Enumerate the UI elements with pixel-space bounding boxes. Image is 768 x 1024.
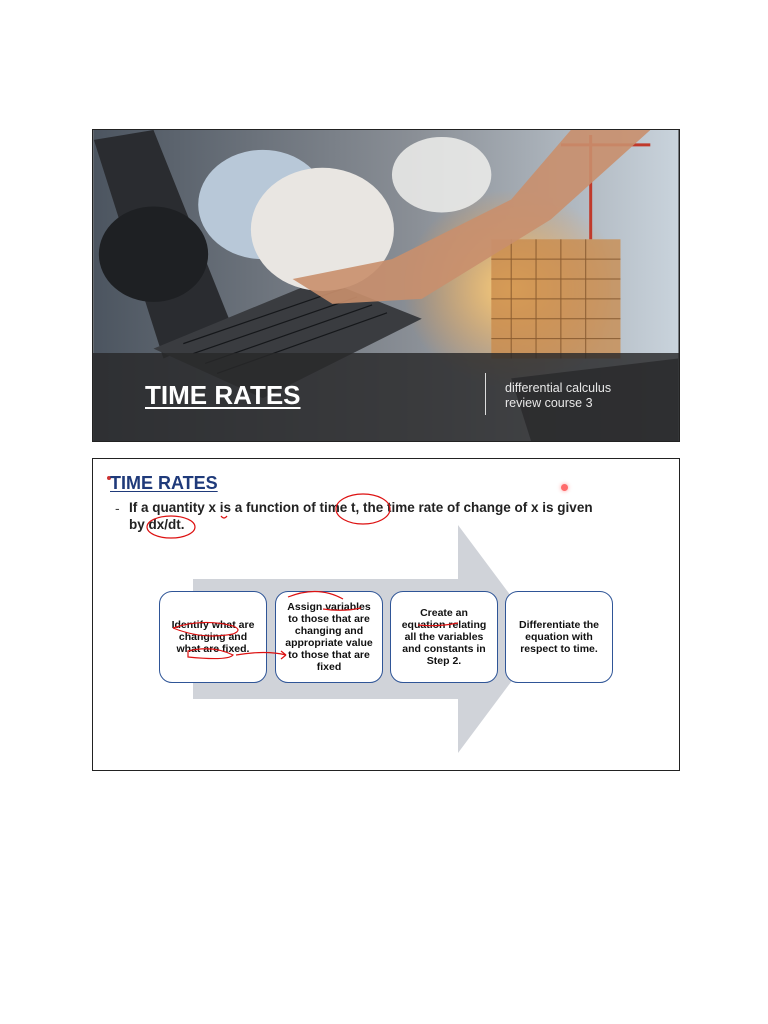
bullet-dash: - [115, 500, 120, 516]
process-step-4: Differentiate the equation with respect to time. [505, 591, 613, 683]
process-step-2: Assign variables to those that are changing and appropriate value to those that are fixed [275, 591, 383, 683]
bullet-text-line-2: by dx/dt. [129, 517, 185, 532]
title-divider [485, 373, 486, 415]
subtitle-line-1: differential calculus [505, 381, 612, 395]
slide-title: TIME RATES [145, 380, 301, 410]
content-slide [92, 458, 680, 771]
bullet-text-line-1: If a quantity x is a function of time t, the time rate of change of x is given [129, 500, 593, 515]
process-step-3: Create an equation relating all the variables and constants in Step 2. [390, 591, 498, 683]
process-step-1: Identify what are changing and what are fixed. [159, 591, 267, 683]
content-slide-title: TIME RATES [110, 473, 218, 493]
title-slide [92, 129, 680, 442]
subtitle-line-2: review course 3 [505, 396, 593, 410]
